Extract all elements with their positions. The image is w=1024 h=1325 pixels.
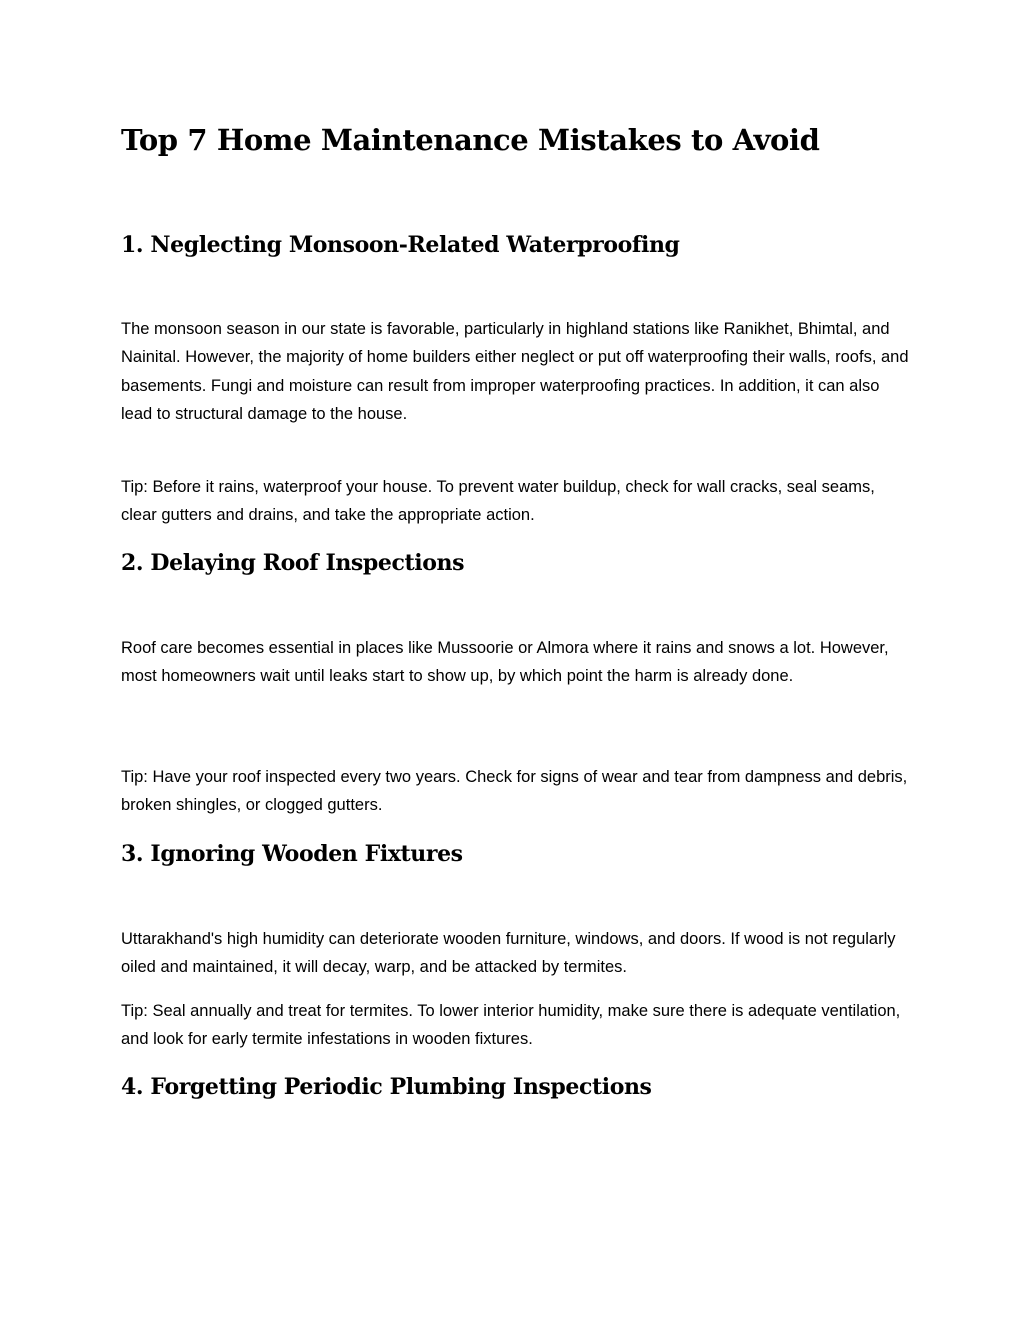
section-tip-roof-inspections: Tip: Have your roof inspected every two years. Check for signs of wear and tear from dampness and debris, broken shingles, or clogged gutters.: [121, 768, 908, 815]
section-body-waterproofing: The monsoon season in our state is favorable, particularly in highland stations like Ranikhet, Bhimtal, and Nainital. However, the majority of home builders either neglect or put off waterproofing their walls, roofs, and basements. Fungi and moisture can result from improper waterproofing practices. In addition, it can also lead to structural damage to the house.: [121, 320, 909, 423]
section-tip-waterproofing: Tip: Before it rains, waterproof your house. To prevent water buildup, check for wall cracks, seal seams, clear gutters and drains, and take the appropriate action.: [121, 478, 875, 525]
section-body-roof-inspections: Roof care becomes essential in places like Mussoorie or Almora where it rains and snows a lot. However, most homeowners wait until leaks start to show up, by which point the harm is already done.: [121, 639, 889, 686]
section-heading-plumbing-inspections: 4. Forgetting Periodic Plumbing Inspections: [121, 1074, 652, 1100]
section-heading-roof-inspections: 2. Delaying Roof Inspections: [121, 550, 465, 576]
section-body-wooden-fixtures: Uttarakhand's high humidity can deteriorate wooden furniture, windows, and doors. If wood is not regularly oiled and maintained, it will decay, warp, and be attacked by termites.: [121, 930, 896, 977]
section-tip-wooden-fixtures: Tip: Seal annually and treat for termites. To lower interior humidity, make sure there is adequate ventilation, and look for early termite infestations in wooden fixtures.: [121, 1002, 901, 1049]
document-title: Top 7 Home Maintenance Mistakes to Avoid: [121, 123, 820, 157]
section-heading-wooden-fixtures: 3. Ignoring Wooden Fixtures: [121, 841, 463, 867]
section-heading-waterproofing: 1. Neglecting Monsoon-Related Waterproofing: [121, 232, 680, 258]
